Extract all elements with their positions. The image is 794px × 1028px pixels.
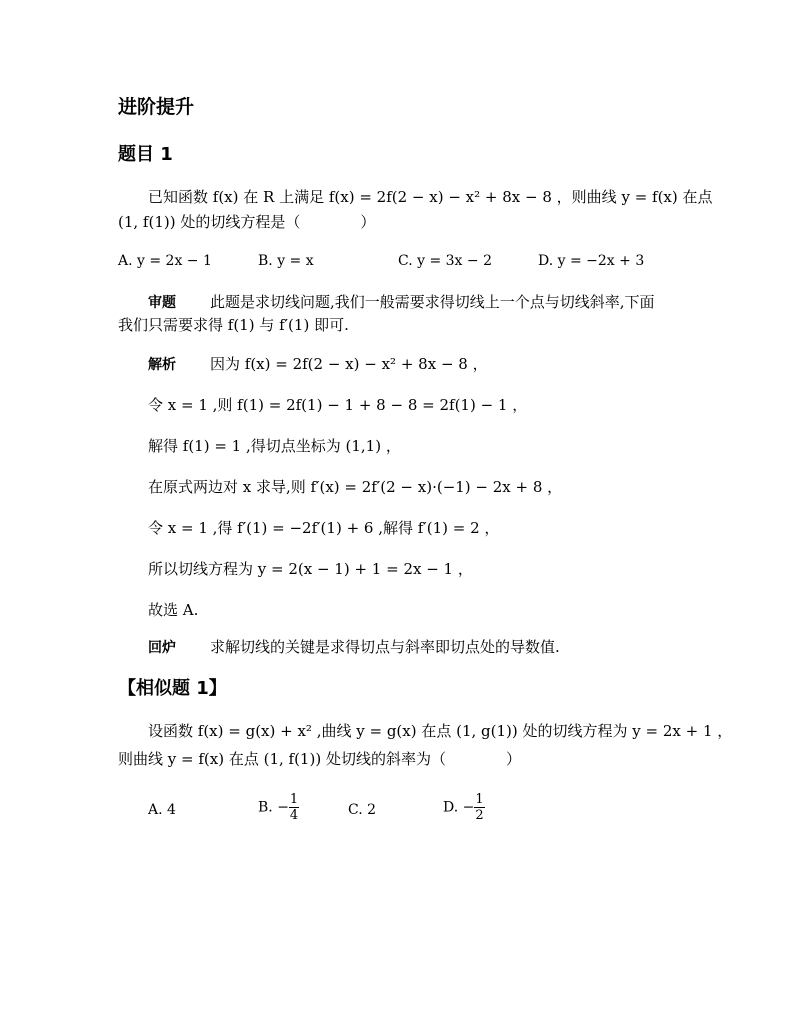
question-line-2: (1, f(1)) 处的切线方程是（ ） [118,213,376,231]
option-d: D. y = −2x + 3 [538,253,645,269]
solution-line-2: 令 x = 1 ,则 f(1) = 2f(1) − 1 + 8 − 8 = 2f(1) − 1 ， [148,396,528,414]
solution-line-4: 在原式两边对 x 求导,则 f′(x) = 2f′(2 − x)·(−1) − 2x + 8 ， [148,478,563,496]
solution-line-5: 令 x = 1 ,得 f′(1) = −2f′(1) + 6 ,解得 f′(1) = 2 ， [148,519,500,537]
similar-option-b-fraction [289,792,299,823]
solution-line-3: 解得 f(1) = 1 ,得切点坐标为 (1,1) ， [148,437,401,455]
similar-option-b-prefix: B. − [258,799,289,816]
analysis-line-2: 我们只需要求得 f(1) 与 f′(1) 即可. [118,316,349,334]
similar-option-d-prefix: D. − [443,799,475,816]
review-text: 求解切线的关键是求得切点与斜率即切点处的导数值. [210,638,560,656]
review-label: 回炉 [148,640,176,656]
analysis-label: 审题 [148,295,176,311]
similar-line-1: 设函数 f(x) = g(x) + x² ,曲线 y = g(x) 在点 (1, g(1)) 处的切线方程为 y = 2x + 1 ， [148,722,733,740]
fraction-numerator: 1 [289,792,299,807]
solution-line-6: 所以切线方程为 y = 2(x − 1) + 1 = 2x − 1 ， [148,560,473,578]
analysis-line-1 [148,291,655,312]
question-line-1: 已知函数 f(x) 在 R 上满足 f(x) = 2f(2 − x) − x² + 8x − 8 ，则曲线 y = f(x) 在点 [148,188,713,206]
option-a: A. y = 2x − 1 [118,253,212,269]
analysis-text-1: 此题是求切线问题,我们一般需要求得切线上一个点与切线斜率,下面 [210,293,655,311]
solution-text-1: 因为 f(x) = 2f(2 − x) − x² + 8x − 8 ， [210,355,488,373]
option-b: B. y = x [258,253,314,269]
similar-option-b [258,792,299,823]
similar-option-d-fraction [474,792,484,823]
solution-label: 解析 [148,357,176,373]
option-c: C. y = 3x − 2 [398,253,492,269]
similar-line-2: 则曲线 y = f(x) 在点 (1, f(1)) 处切线的斜率为（ ） [118,750,521,768]
section-title: 进阶提升 [118,96,195,118]
solution-line-7: 故选 A. [148,601,199,619]
similar-option-d [443,792,485,823]
similar-title: 【相似题 1】 [118,678,227,699]
solution-line-1 [148,353,488,374]
similar-option-a: A. 4 [148,802,176,818]
question-title: 题目 1 [118,144,173,165]
fraction-denominator: 2 [475,808,484,823]
fraction-denominator: 4 [289,808,299,823]
fraction-numerator: 1 [475,792,484,807]
similar-option-c: C. 2 [348,802,377,818]
review-line [148,636,560,657]
